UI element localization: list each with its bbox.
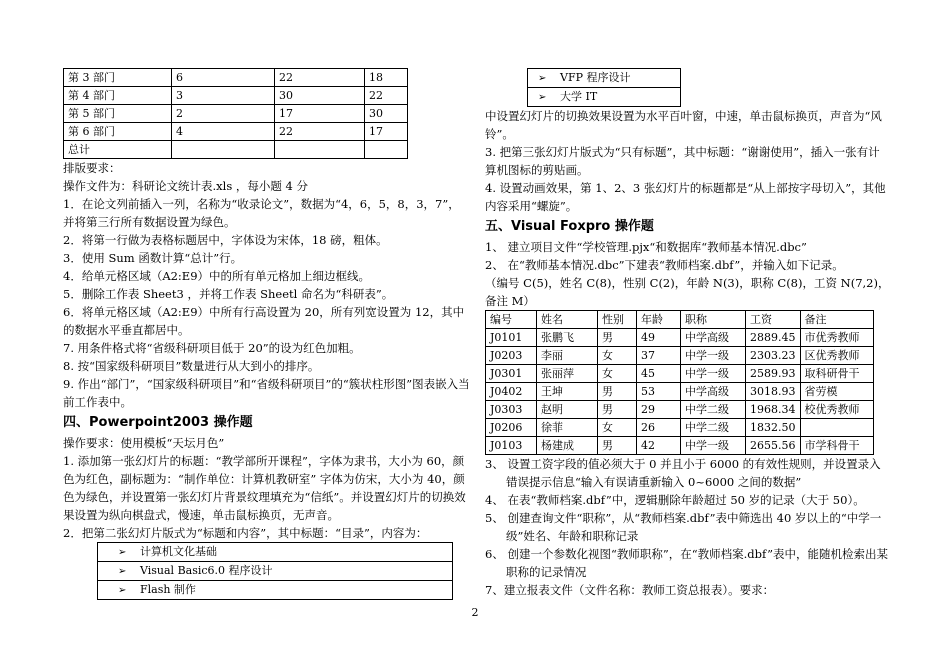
table-cell: 4	[172, 123, 275, 141]
table-cell: 赵明	[537, 401, 598, 419]
table-header-cell: 性别	[598, 311, 637, 329]
table-cell: J0301	[486, 365, 537, 383]
arrow-bullet-icon: ➢	[118, 566, 127, 577]
table-cell: 2655.56	[746, 437, 801, 455]
text-line: 中设置幻灯片的切换效果设置为水平百叶窗，中速，单击鼠标换页，声音为“风铃”。	[485, 109, 882, 141]
bullet-cell	[98, 581, 453, 600]
table-cell: 第 4 部门	[64, 87, 172, 105]
text-line: 3．使用 Sum 函数计算“总计”行。	[63, 251, 243, 265]
table-cell: 校优秀教师	[800, 401, 873, 419]
table-header-cell: 备注	[800, 311, 873, 329]
table-cell: 22	[275, 123, 365, 141]
text-line: （编号 C(5)，姓名 C(8)，性别 C(2)，年龄 N(3)，职称 C(8)，工资 N(7,2)，备注 M）	[485, 276, 890, 308]
table-cell: 中学高级	[681, 329, 746, 347]
table-row	[486, 401, 874, 419]
bullet-text: 大学 IT	[560, 90, 598, 103]
teacher-table	[485, 310, 874, 455]
table-cell: 省劳模	[800, 383, 873, 401]
text-line: 7、建立报表文件（文件名称：教师工资总报表）。要求：	[485, 583, 775, 597]
text-line: 5、 创建查询文件“职称”，从“教师档案.dbf”表中筛选出 40 岁以上的“中学一级”姓名、年龄和职称记录	[485, 511, 882, 543]
slide-content-bullet-table	[97, 542, 453, 600]
excel-instructions	[63, 159, 470, 411]
table-row	[486, 329, 874, 347]
table-cell: 1832.50	[746, 419, 801, 437]
table-cell: 第 5 部门	[64, 105, 172, 123]
table-header-row	[486, 311, 874, 329]
text-line: 1. 添加第一张幻灯片的标题：“教学部所开课程”，字体为隶书，大小为 60，颜色为红色，副标题为：“制作单位：计算机教研室” 字体为仿宋，大小为 40，颜色为绿色，并设置第一张幻灯片背景纹理填充为“信纸”。并设置幻灯片的切换效果设置为纵向棋盘式，慢速，单击鼠标换页，无声音。	[63, 454, 466, 522]
table-cell: 17	[365, 123, 408, 141]
table-cell: 杨建成	[537, 437, 598, 455]
table-cell	[800, 419, 873, 437]
table-header-cell: 年龄	[637, 311, 681, 329]
list-item	[98, 562, 453, 581]
text-line: 3、 设置工资字段的值必须大于 0 并且小于 6000 的有效性规则，并设置录入错误提示信息“输入有误请重新输入 0~6000 之间的数据”	[485, 457, 881, 489]
table-row	[486, 437, 874, 455]
page-number: 2	[471, 606, 479, 619]
list-item	[528, 69, 681, 88]
text-line: 排版要求：	[63, 161, 121, 175]
list-item	[98, 581, 453, 600]
table-cell: 22	[365, 87, 408, 105]
text-line: 1．在论文列前插入一列，名称为“收录论文”，数据为“4，6，5，8，3，7”，并将第三行所有数据设置为绿色。	[63, 197, 460, 229]
table-cell: 王坤	[537, 383, 598, 401]
table-cell: 42	[637, 437, 681, 455]
arrow-bullet-icon: ➢	[538, 73, 547, 84]
bullet-cell	[98, 543, 453, 562]
table-cell: 女	[598, 347, 637, 365]
table-cell: 2303.23	[746, 347, 801, 365]
table-cell: 男	[598, 383, 637, 401]
table-cell: 张鹏飞	[537, 329, 598, 347]
table-row	[64, 69, 408, 87]
table-cell: 1968.34	[746, 401, 801, 419]
table-cell	[172, 141, 275, 159]
table-cell: 2889.45	[746, 329, 801, 347]
table-cell: J0402	[486, 383, 537, 401]
table-cell: 2	[172, 105, 275, 123]
table-cell: 第 6 部门	[64, 123, 172, 141]
text-line: 8. 按“国家级科研项目”数量进行从大到小的排序。	[63, 359, 320, 373]
table-cell: 区优秀教师	[800, 347, 873, 365]
table-cell: 中学高级	[681, 383, 746, 401]
table-cell: 中学一级	[681, 365, 746, 383]
table-row	[64, 105, 408, 123]
left-column	[63, 68, 470, 600]
foxpro-instructions-continued	[485, 455, 890, 599]
table-row	[486, 419, 874, 437]
text-line: 4．给单元格区域（A2:E9）中的所有单元格加上细边框线。	[63, 269, 371, 283]
table-cell: 3018.93	[746, 383, 801, 401]
bullet-cell	[528, 88, 681, 107]
bullet-text: 计算机文化基础	[140, 545, 217, 558]
text-line: 2、 在“教师基本情况.dbc”下建表“教师档案.dbf”，并输入如下记录。	[485, 258, 844, 272]
table-cell: 2589.93	[746, 365, 801, 383]
list-item	[528, 88, 681, 107]
powerpoint-instructions	[63, 434, 470, 542]
text-line: 6、 创建一个参数化视图“教师职称”，在“教师档案.dbf”表中，能随机检索出某职称的记录情况	[485, 547, 888, 579]
bullet-cell	[98, 562, 453, 581]
text-line: 2．把第二张幻灯片版式为“标题和内容”，其中标题：“目录”，内容为：	[63, 526, 428, 540]
table-cell: 26	[637, 419, 681, 437]
table-header-cell: 工资	[746, 311, 801, 329]
text-line: 3. 把第三张幻灯片版式为“只有标题”，其中标题：“谢谢使用”，插入一张有计算机图标的剪贴画。	[485, 145, 880, 177]
section-heading-powerpoint: 四、Powerpoint2003 操作题	[63, 415, 253, 430]
table-row	[64, 87, 408, 105]
table-cell: 49	[637, 329, 681, 347]
text-line: 7. 用条件格式将“省级科研项目低于 20”的设为红色加粗。	[63, 341, 361, 355]
text-line: 9. 作出“部门”，“国家级科研项目”和“省级科研项目”的“簇状柱形图”图表嵌入当前工作表中。	[63, 377, 470, 409]
table-cell: 3	[172, 87, 275, 105]
table-cell: J0206	[486, 419, 537, 437]
table-cell: 37	[637, 347, 681, 365]
table-cell: 中学一级	[681, 347, 746, 365]
table-cell: 中学一级	[681, 437, 746, 455]
table-cell: 取科研骨干	[800, 365, 873, 383]
table-cell: J0203	[486, 347, 537, 365]
table-cell: 18	[365, 69, 408, 87]
table-cell: 22	[275, 69, 365, 87]
list-item	[98, 543, 453, 562]
table-cell: J0303	[486, 401, 537, 419]
table-row	[486, 365, 874, 383]
table-cell	[365, 141, 408, 159]
table-cell: 男	[598, 437, 637, 455]
department-table	[63, 68, 408, 159]
table-cell: 市优秀教师	[800, 329, 873, 347]
arrow-bullet-icon: ➢	[538, 92, 547, 103]
table-cell: 30	[365, 105, 408, 123]
table-header-cell: 编号	[486, 311, 537, 329]
right-column	[485, 68, 890, 599]
table-cell: J0101	[486, 329, 537, 347]
text-line: 4. 设置动画效果，第 1、2、3 张幻灯片的标题都是“从上部按字母切入”，其他内容采用“螺旋”。	[485, 181, 886, 213]
table-cell: 李丽	[537, 347, 598, 365]
table-row	[64, 141, 408, 159]
table-cell: 男	[598, 401, 637, 419]
foxpro-instructions	[485, 238, 890, 310]
section-heading-foxpro: 五、Visual Foxpro 操作题	[485, 219, 654, 234]
arrow-bullet-icon: ➢	[118, 547, 127, 558]
powerpoint-instructions-continued	[485, 107, 890, 215]
text-line: 5．删除工作表 Sheet3 ，并将工作表 Sheetl 命名为“科研表”。	[63, 287, 394, 301]
table-cell: 中学二级	[681, 419, 746, 437]
text-line: 6．将单元格区域（A2:E9）中所有行高设置为 20，所有列宽设置为 12，其中的数据水平垂直都居中。	[63, 305, 465, 337]
table-cell: 29	[637, 401, 681, 419]
arrow-bullet-icon: ➢	[118, 585, 127, 596]
table-cell: 总计	[64, 141, 172, 159]
table-cell: 女	[598, 365, 637, 383]
text-line: 2．将第一行做为表格标题居中，字体设为宋体，18 磅，粗体。	[63, 233, 388, 247]
table-cell: 17	[275, 105, 365, 123]
table-cell: 市学科骨干	[800, 437, 873, 455]
table-cell: 45	[637, 365, 681, 383]
bullet-text: Visual Basic6.0 程序设计	[140, 564, 273, 577]
table-cell: 张丽萍	[537, 365, 598, 383]
table-row	[486, 383, 874, 401]
table-header-cell: 职称	[681, 311, 746, 329]
table-cell: 第 3 部门	[64, 69, 172, 87]
text-line: 操作要求：使用模板“天坛月色”	[63, 436, 225, 450]
table-cell: 6	[172, 69, 275, 87]
table-cell: 30	[275, 87, 365, 105]
table-cell: 女	[598, 419, 637, 437]
table-cell: 男	[598, 329, 637, 347]
table-cell	[275, 141, 365, 159]
text-line: 操作文件为：科研论文统计表.xls ，每小题 4 分	[63, 179, 309, 193]
table-row	[64, 123, 408, 141]
table-cell: 中学二级	[681, 401, 746, 419]
bullet-text: VFP 程序设计	[560, 71, 631, 84]
table-cell: J0103	[486, 437, 537, 455]
slide-content-bullet-table-continued	[527, 68, 681, 107]
bullet-text: Flash 制作	[140, 583, 196, 596]
table-header-cell: 姓名	[537, 311, 598, 329]
bullet-cell	[528, 69, 681, 88]
text-line: 1、 建立项目文件“学校管理.pjx“和数据库“教师基本情况.dbc”	[485, 240, 807, 254]
table-cell: 徐菲	[537, 419, 598, 437]
table-cell: 53	[637, 383, 681, 401]
text-line: 4、 在表“教师档案.dbf”中，逻辑删除年龄超过 50 岁的记录（大于 50）。	[485, 493, 865, 507]
table-row	[486, 347, 874, 365]
